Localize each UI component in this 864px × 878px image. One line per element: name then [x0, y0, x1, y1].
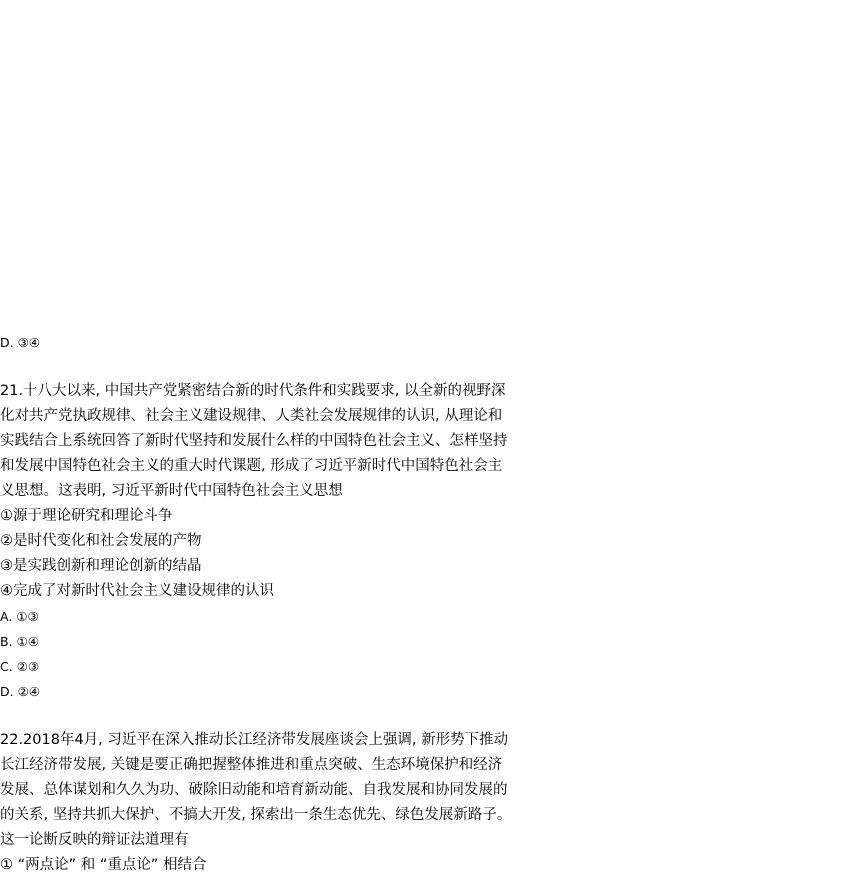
question-21-option-c: C. ②③ [0, 659, 40, 674]
question-22-stem-line-4: 的关系, 坚持共抓大保护、不搞大开发, 探索出一条生态优先、绿色发展新路子。 [0, 807, 512, 823]
question-21-stem-line-4: 和发展中国特色社会主义的重大时代课题, 形成了习近平新时代中国特色社会主 [0, 458, 503, 474]
document-text-body [0, 330, 540, 878]
question-21-option-a: A. ①③ [0, 609, 39, 624]
question-21-statement-2: ②是时代变化和社会发展的产物 [0, 533, 202, 549]
question-21-statement-1: ①源于理论研究和理论斗争 [0, 508, 173, 524]
question-21-statement-3: ③是实践创新和理论创新的结晶 [0, 558, 202, 574]
question-22-stem-line-5: 这一论断反映的辩证法道理有 [0, 832, 189, 848]
question-22-stem-line-2: 长江经济带发展, 关键是要正确把握整体推进和重点突破、生态环境保护和经济 [0, 757, 503, 773]
orphan-option-d: D. ③④ [0, 335, 40, 350]
question-21-statement-4: ④完成了对新时代社会主义建设规律的认识 [0, 583, 274, 599]
question-21-stem-line-2: 化对共产党执政规律、社会主义建设规律、人类社会发展规律的认识, 从理论和 [0, 408, 503, 424]
question-22-statement-1: ① “两点论” 和 “重点论” 相结合 [0, 857, 207, 873]
question-21-stem-line-5: 义思想。这表明, 习近平新时代中国特色社会主义思想 [0, 483, 343, 499]
question-21 [0, 379, 540, 704]
paragraph-spacer [0, 355, 540, 379]
paragraph-spacer-2 [0, 704, 540, 728]
question-21-option-d: D. ②④ [0, 684, 40, 699]
question-22 [0, 728, 540, 878]
question-21-stem-line-3: 实践结合上系统回答了新时代坚持和发展什么样的中国特色社会主义、怎样坚持 [0, 433, 508, 449]
question-21-stem-line-1: 21.十八大以来, 中国共产党紧密结合新的时代条件和实践要求, 以全新的视野深 [0, 383, 506, 399]
question-21-option-b: B. ①④ [0, 634, 39, 649]
question-22-stem-line-1: 22.2018年4月, 习近平在深入推动长江经济带发展座谈会上强调, 新形势下推动 [0, 732, 509, 748]
question-22-stem-line-3: 发展、总体谋划和久久为功、破除旧动能和培育新动能、自我发展和协同发展的 [0, 782, 508, 798]
